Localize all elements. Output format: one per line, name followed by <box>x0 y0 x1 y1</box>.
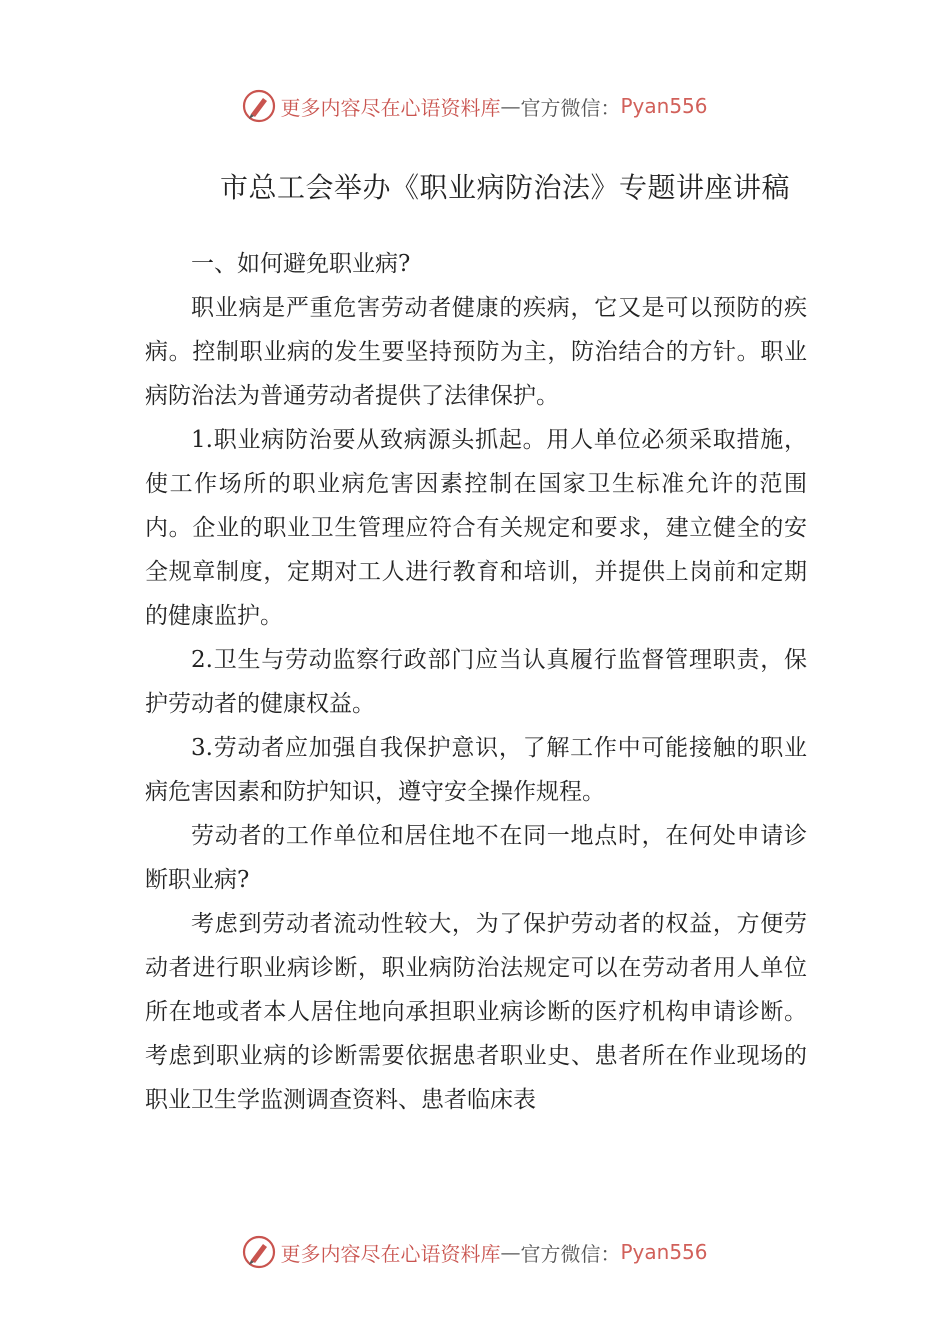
banner-wechat-id: Pyan556 <box>620 1240 708 1264</box>
paragraph: 1.职业病防治要从致病源头抓起。用人单位必须采取措施，使工作场所的职业病危害因素控制在国家卫生标准允许的范围内。企业的职业卫生管理应符合有关规定和要求，建立健全的安全规章制度，定期对工人进行教育和培训，并提供上岗前和定期的健康监护。 <box>145 427 807 629</box>
banner-slogan: 更多内容尽在心语资料库 <box>280 95 501 120</box>
paragraph: 3.劳动者应加强自我保护意识，了解工作中可能接触的职业病危害因素和防护知识，遵守安全操作规程。 <box>145 735 807 805</box>
header-banner <box>0 86 950 126</box>
paragraph: 劳动者的工作单位和居住地不在同一地点时，在何处申请诊断职业病? <box>145 823 807 893</box>
banner-dash: — <box>500 1240 521 1264</box>
paragraph: 考虑到劳动者流动性较大，为了保护劳动者的权益，方便劳动者进行职业病诊断，职业病防治法规定可以在劳动者用人单位所在地或者本人居住地向承担职业病诊断的医疗机构申请诊断。考虑到职业病的诊断需要依据患者职业史、患者所在作业现场的职业卫生学监测调查资料、患者临床表 <box>145 911 807 1113</box>
pen-logo-icon <box>242 1235 276 1269</box>
document-title: 市总工会举办《职业病防治法》专题讲座讲稿 <box>219 171 790 204</box>
paragraph: 一、如何避免职业病? <box>191 251 411 277</box>
paragraph: 2.卫生与劳动监察行政部门应当认真履行监督管理职责，保护劳动者的健康权益。 <box>145 647 807 717</box>
banner-dash: — <box>500 94 521 118</box>
paragraph: 职业病是严重危害劳动者健康的疾病，它又是可以预防的疾病。控制职业病的发生要坚持预防为主，防治结合的方针。职业病防治法为普通劳动者提供了法律保护。 <box>145 295 807 409</box>
document-body <box>145 242 807 1122</box>
footer-banner <box>0 1232 950 1272</box>
pen-logo-icon <box>242 89 276 123</box>
banner-slogan: 更多内容尽在心语资料库 <box>280 1241 501 1266</box>
banner-wechat-label: 官方微信： <box>520 95 621 120</box>
banner-wechat-label: 官方微信： <box>520 1241 621 1266</box>
banner-wechat-id: Pyan556 <box>620 94 708 118</box>
